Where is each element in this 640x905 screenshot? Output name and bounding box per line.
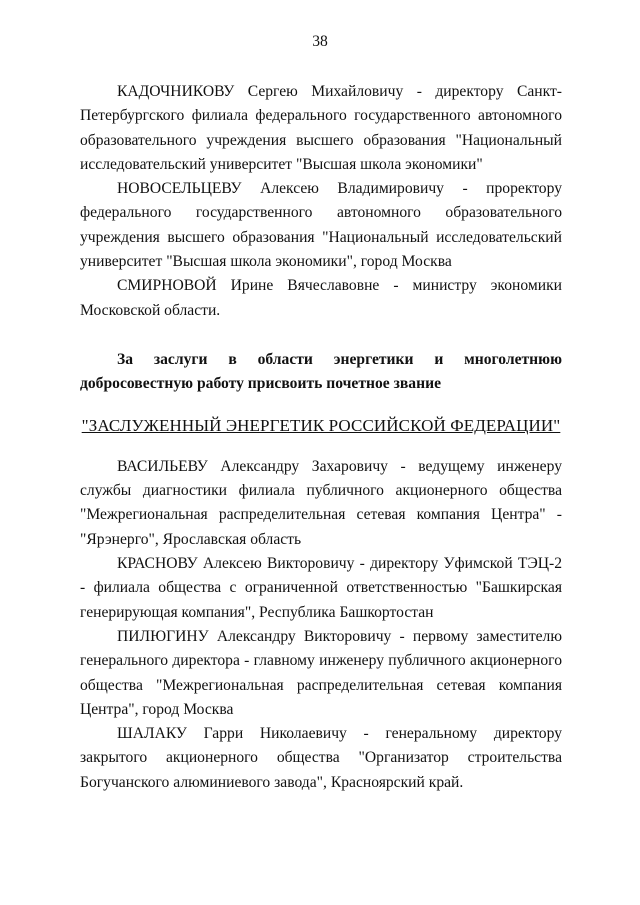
award-entry: КРАСНОВУ Алексею Викторовичу - директору Уфимской ТЭЦ-2 - филиала общества с ограниченной ответственностью "Башкирская генерирующая компания", Республика Башкортостан (80, 555, 562, 621)
page-number: 38 (312, 33, 328, 50)
award-entry: ШАЛАКУ Гарри Николаевичу - генеральному директору закрытого акционерного общества "Организатор строительства Богучанского алюминиевого завода", Красноярский край. (80, 725, 562, 791)
spacer (80, 323, 562, 348)
award-title: "ЗАСЛУЖЕННЫЙ ЭНЕРГЕТИК РОССИЙСКОЙ ФЕДЕРАЦИИ" (81, 415, 561, 435)
spacer (80, 397, 562, 414)
document-body (80, 80, 562, 795)
award-entry: ВАСИЛЬЕВУ Александру Захаровичу - ведущему инженеру службы диагностики филиала публичного акционерного общества "Межрегиональная распределительная сетевая компания Центра" - "Ярэнерго", Ярославская область (80, 457, 562, 548)
award-entry: НОВОСЕЛЬЦЕВУ Алексею Владимировичу - проректору федерального государственного автономного образовательного учреждения высшего образования "Национальный исследовательский университет "Высшая школа экономики", город Москва (80, 180, 562, 271)
spacer (80, 438, 562, 455)
award-entry: КАДОЧНИКОВУ Сергею Михайловичу - директору Санкт-Петербургского филиала федерального государственного автономного образовательного учреждения высшего образования "Национальный исследовательский университет "Высшая школа экономики" (80, 83, 562, 173)
award-intro: За заслуги в области энергетики и многолетнюю добросовестную работу присвоить почетное звание (80, 350, 562, 393)
award-entry: ПИЛЮГИНУ Александру Викторовичу - первому заместителю генерального директора - главному инженеру публичного акционерного общества "Межрегиональная распределительная сетевая компания Центра", город Москва (80, 627, 562, 718)
award-entry: СМИРНОВОЙ Ирине Вячеславовне - министру экономики Московской области. (80, 277, 562, 319)
